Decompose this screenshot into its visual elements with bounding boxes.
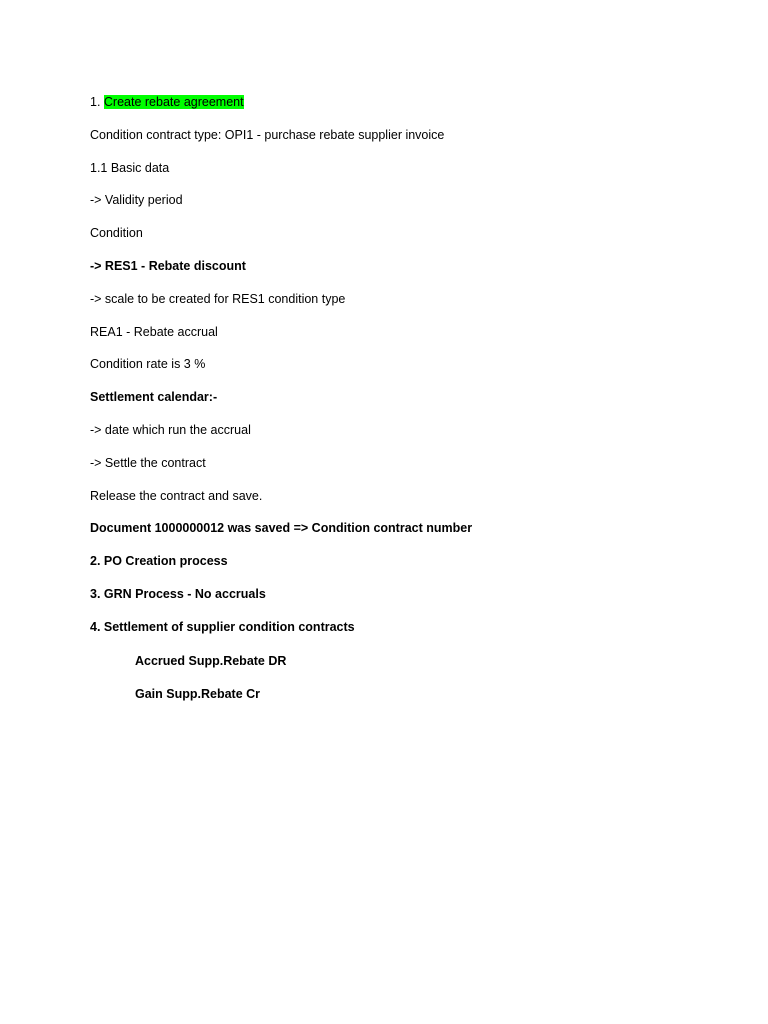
highlighted-text: Create rebate agreement <box>103 95 244 109</box>
step-4-heading: 4. Settlement of supplier condition contracts <box>90 620 355 634</box>
text-line: Condition <box>90 226 143 240</box>
indented-bold-line: Accrued Supp.Rebate DR <box>135 654 287 668</box>
step-2-heading: 2. PO Creation process <box>90 554 228 568</box>
step-3-heading: 3. GRN Process - No accruals <box>90 587 266 601</box>
text-line: Condition rate is 3 % <box>90 357 206 371</box>
text-line: Condition contract type: OPI1 - purchase rebate supplier invoice <box>90 128 445 142</box>
text-line: 1.1 Basic data <box>90 161 170 175</box>
text-line: -> Validity period <box>90 193 183 207</box>
text-line: Release the contract and save. <box>90 489 263 503</box>
step-1-heading <box>90 94 244 110</box>
bold-text-line: Settlement calendar:- <box>90 390 218 404</box>
text-line: -> Settle the contract <box>90 456 206 470</box>
step-number: 1. <box>90 95 104 109</box>
text-line: REA1 - Rebate accrual <box>90 325 218 339</box>
bold-text-line: -> RES1 - Rebate discount <box>90 259 246 273</box>
text-line: -> date which run the accrual <box>90 423 251 437</box>
bold-text-line: Document 1000000012 was saved => Condition contract number <box>90 521 473 535</box>
text-line: -> scale to be created for RES1 condition type <box>90 292 346 306</box>
indented-bold-line: Gain Supp.Rebate Cr <box>135 687 261 701</box>
